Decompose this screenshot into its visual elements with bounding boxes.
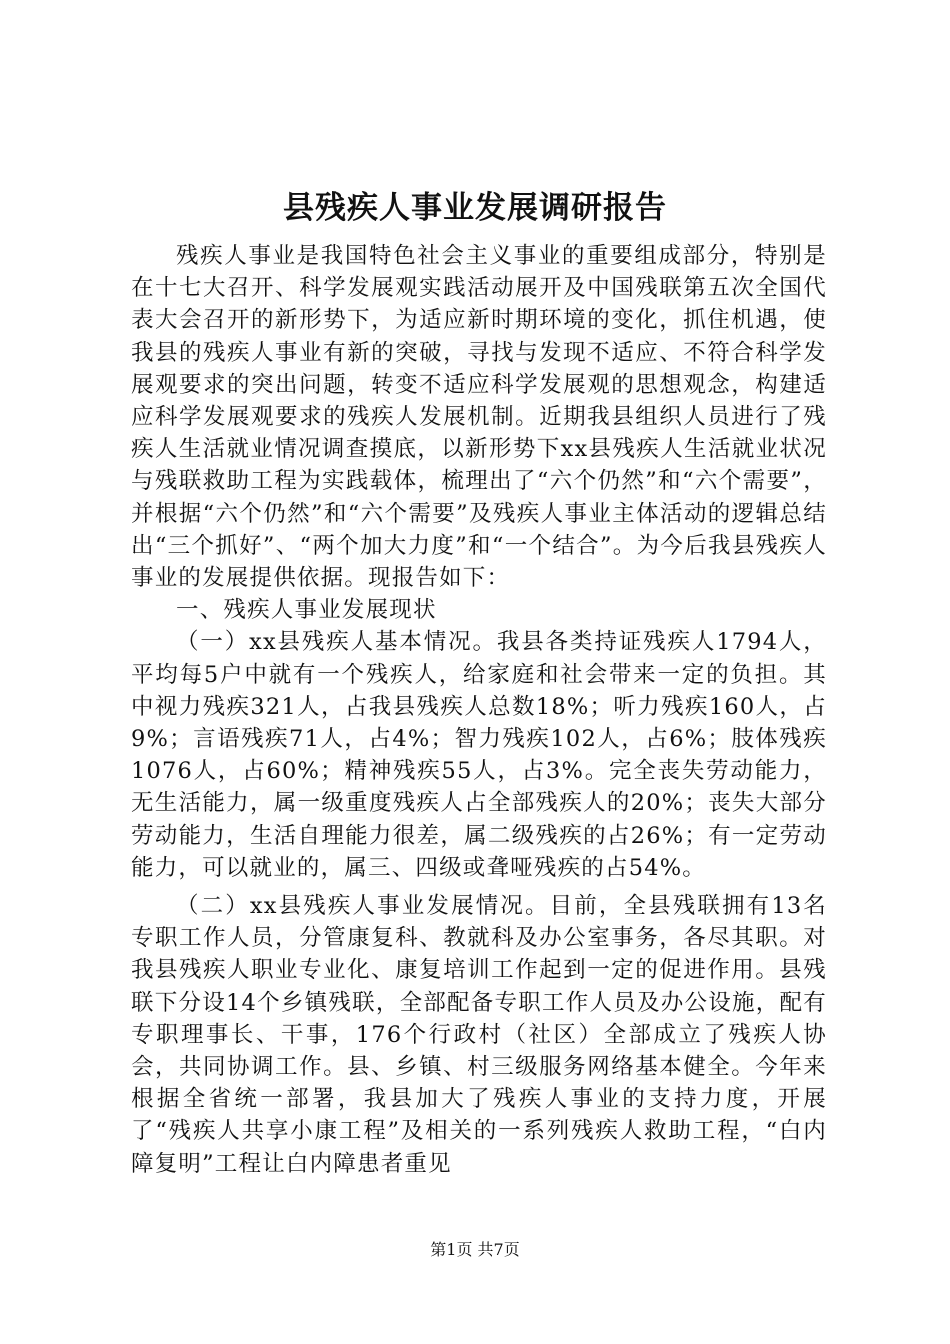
document-title: 县残疾人事业发展调研报告 [283, 190, 667, 226]
intro-paragraph: 残疾人事业是我国特色社会主义事业的重要组成部分，特别是在十七大召开、科学发展观实践活动展开及中国残联第五次全国代表大会召开的新形势下，为适应新时期环境的变化，抓住机遇，使我县的残疾人事业有新的突破，寻找与发现不适应、不符合科学发展观要求的突出问题，转变不适应科学发展观的思想观念，构建适应科学发展观要求的残疾人发展机制。近期我县组织人员进行了残疾人生活就业情况调查摸底，以新形势下xx县残疾人生活就业状况与残联救助工程为实践载体，梳理出了“六个仍然”和“六个需要”，并根据“六个仍然”和“六个需要”及残疾人事业主体活动的逻辑总结出“三个抓好”、“两个加大力度”和“一个结合”。为今后我县残疾人事业的发展提供依据。现报告如下： [131, 243, 827, 592]
document-body [131, 240, 827, 1180]
page-number-footer: 第1页 共7页 [430, 1240, 520, 1259]
development-paragraph: （二）xx县残疾人事业发展情况。目前，全县残联拥有13名专职工作人员，分管康复科、教就科及办公室事务，各尽其职。对我县残疾人职业专业化、康复培训工作起到一定的促进作用。县残联下分设14个乡镇残联，全部配备专职工作人员及办公设施，配有专职理事长、干事，176个行政村（社区）全部成立了残疾人协会，共同协调工作。县、乡镇、村三级服务网络基本健全。今年来根据全省统一部署，我县加大了残疾人事业的支持力度，开展了“残疾人共享小康工程”及相关的一系列残疾人救助工程，“白内障复明”工程让白内障患者重见 [131, 893, 827, 1177]
basic-situation-paragraph: （一）xx县残疾人基本情况。我县各类持证残疾人1794人，平均每5户中就有一个残疾人，给家庭和社会带来一定的负担。其中视力残疾321人，占我县残疾人总数18%；听力残疾160人，占9%；言语残疾71人，占4%；智力残疾102人，占6%；肢体残疾1076人，占60%；精神残疾55人，占3%。完全丧失劳动能力，无生活能力，属一级重度残疾人占全部残疾人的20%；丧失大部分劳动能力，生活自理能力很差，属二级残疾的占26%；有一定劳动能力，可以就业的，属三、四级或聋哑残疾的占54%。 [131, 629, 827, 881]
section-heading: 一、残疾人事业发展现状 [176, 597, 437, 624]
